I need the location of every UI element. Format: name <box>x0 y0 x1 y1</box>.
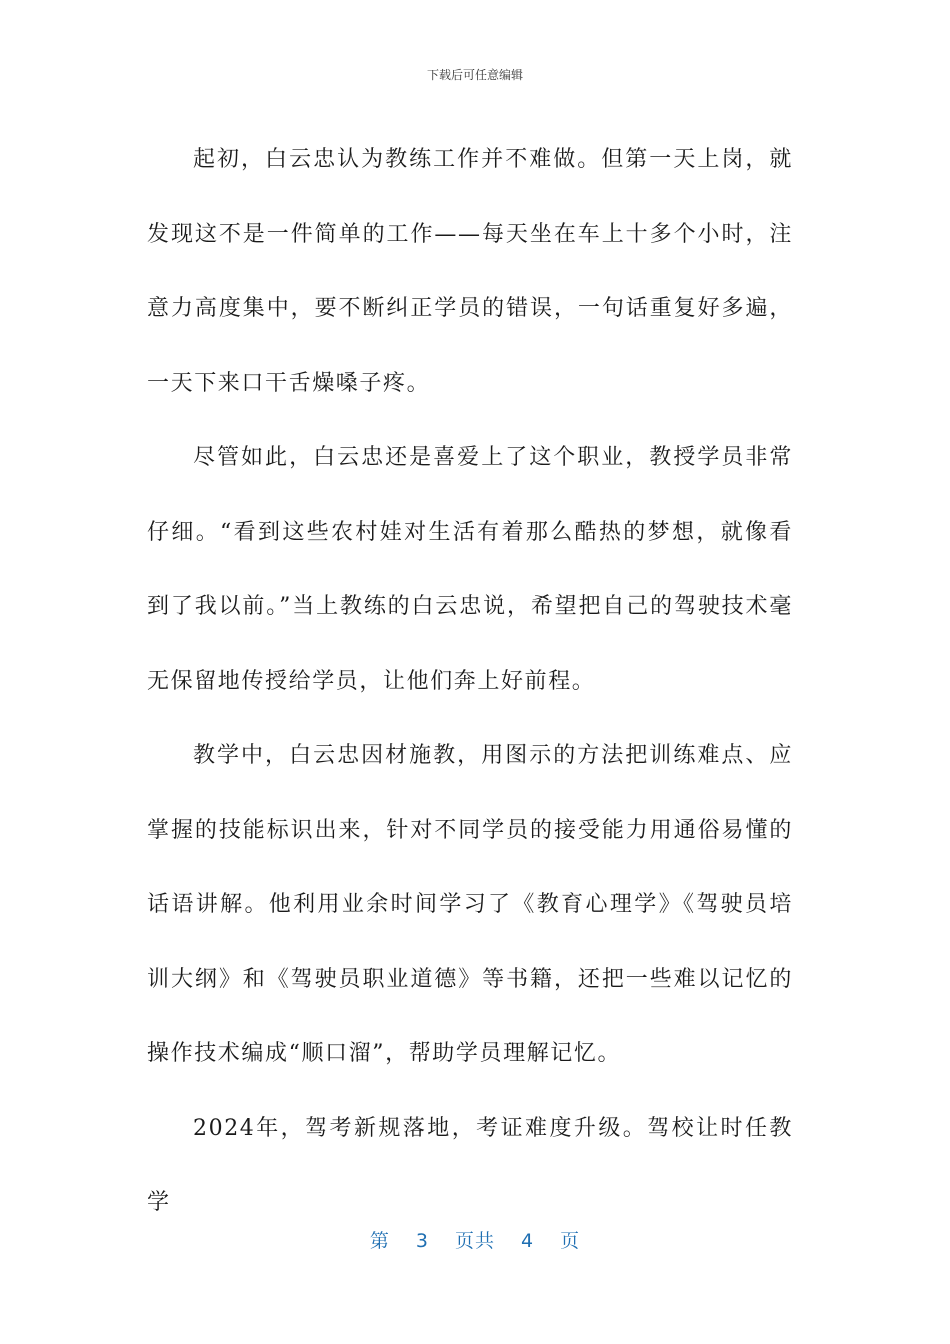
paragraph-4: 2024年，驾考新规落地，考证难度升级。驾校让时任教学 <box>147 1115 793 1215</box>
paragraph-2: 尽管如此，白云忠还是喜爱上了这个职业，教授学员非常仔细。“看到这些农村娃对生活有着那么酷热的梦想，就像看到了我以前。”当上教练的白云忠说，希望把自己的驾驶技术毫无保留地传授给学员，让他们奔上好前程。 <box>147 445 793 694</box>
footer-middle: 页共 <box>454 1230 495 1252</box>
footer-suffix: 页 <box>560 1230 581 1252</box>
page-footer <box>0 1226 950 1253</box>
page-header: 下载后可任意编辑 <box>426 68 523 82</box>
footer-current-page: 3 <box>415 1230 429 1252</box>
footer-total-pages: 4 <box>521 1230 535 1252</box>
paragraph-1: 起初，白云忠认为教练工作并不难做。但第一天上岗，就发现这不是一件简单的工作——每天坐在车上十多个小时，注意力高度集中，要不断纠正学员的错误，一句话重复好多遍，一天下来口干舌燥嗓子疼。 <box>147 147 793 396</box>
document-body <box>147 123 793 1241</box>
paragraph-3: 教学中，白云忠因材施教，用图示的方法把训练难点、应掌握的技能标识出来，针对不同学员的接受能力用通俗易懂的话语讲解。他利用业余时间学习了《教育心理学》《驾驶员培训大纲》和《驾驶员职业道德》等书籍，还把一些难以记忆的操作技术编成“顺口溜”，帮助学员理解记忆。 <box>147 743 793 1066</box>
footer-prefix: 第 <box>369 1230 390 1252</box>
